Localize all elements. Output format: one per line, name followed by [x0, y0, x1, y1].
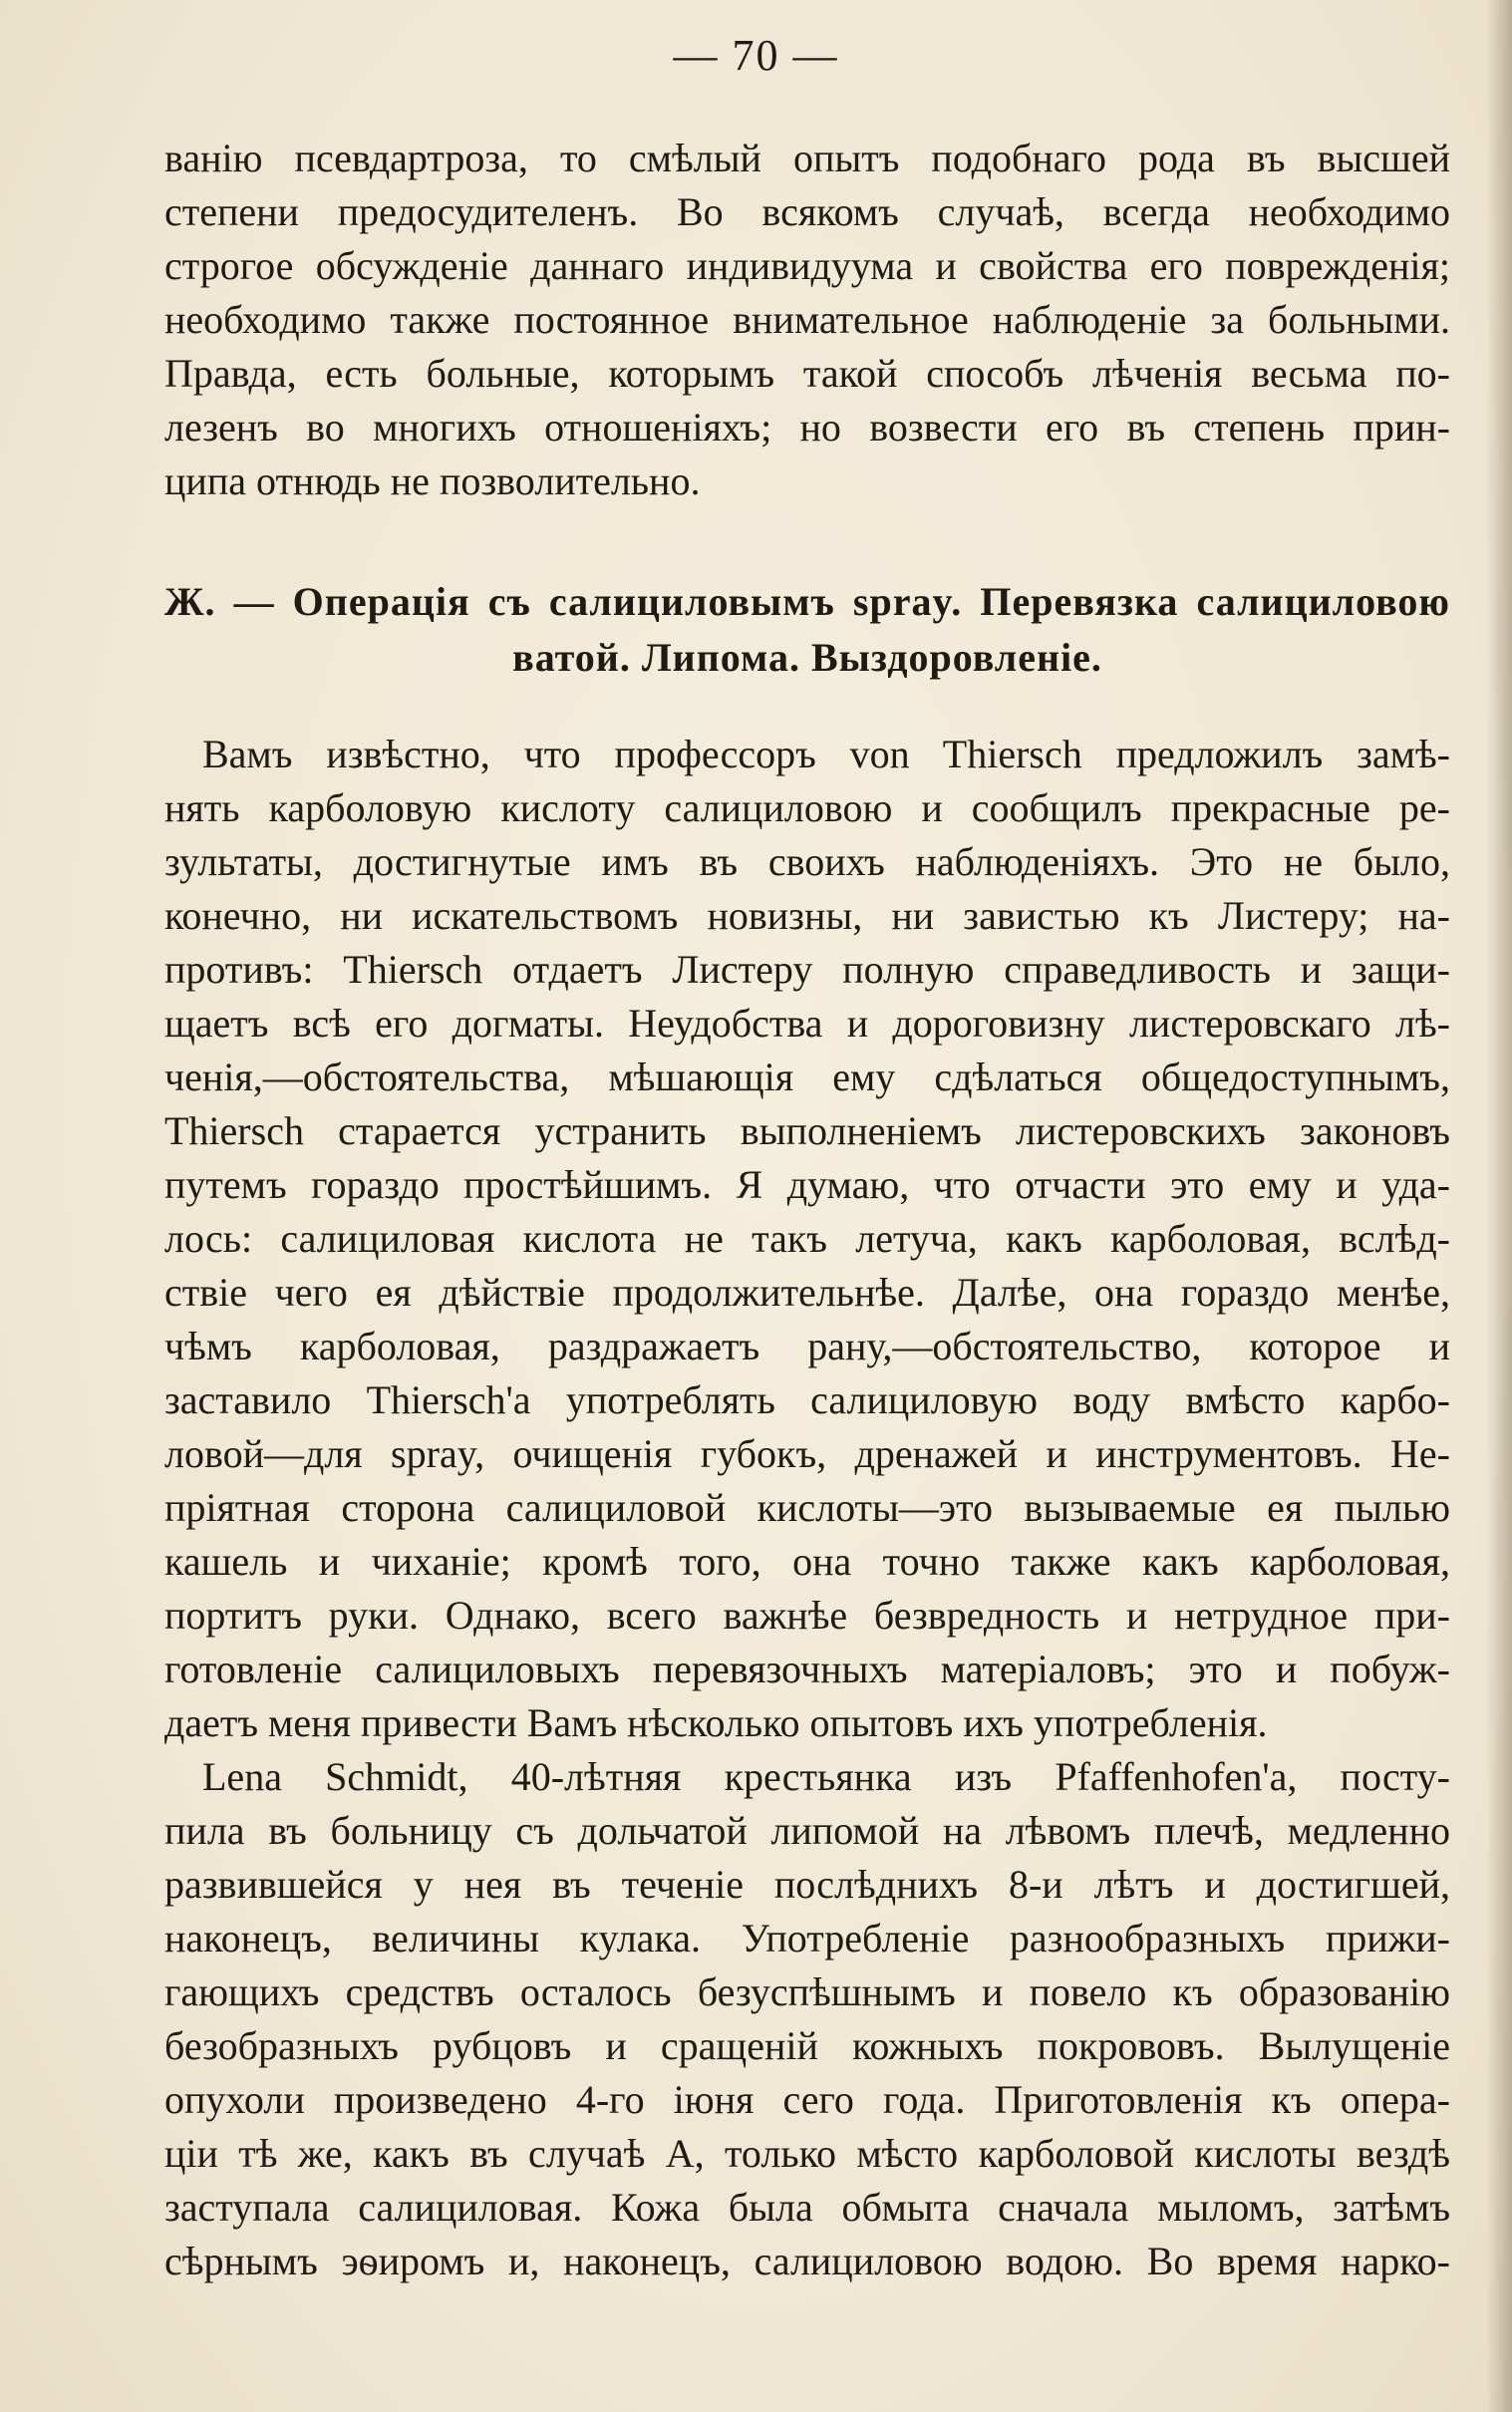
text-line: противъ: Thiersch отдаетъ Листеру полную справедливость и защи-	[164, 947, 1450, 992]
text-line: наконецъ, величины кулака. Употребленіе разнообразныхъ прижи-	[164, 1916, 1450, 1960]
text-line: пріятная сторона салициловой кислоты—это вызываемые ея пылью	[164, 1485, 1450, 1530]
page-number: — 70 —	[673, 31, 839, 80]
section-heading	[164, 574, 1450, 686]
text-line: Lena Schmidt, 40-лѣтняя крестьянка изъ Pfaffenhofen'а, посту-	[202, 1754, 1450, 1799]
heading-line: Ж. — Операція съ салициловымъ spray. Перевязка салициловою	[164, 579, 1450, 624]
text-line: заставило Thiersch'а употреблять салициловую воду вмѣсто карбо-	[164, 1377, 1450, 1422]
text-line: Вамъ извѣстно, что профессоръ von Thiersch предложилъ замѣ-	[202, 732, 1450, 776]
text-line: сѣрнымъ эѳиромъ и, наконецъ, салициловою водою. Во время нарко-	[164, 2239, 1450, 2283]
text-line: ствіе чего ея дѣйствіе продолжительнѣе. Далѣе, она гораздо менѣе,	[164, 1270, 1450, 1315]
text-line: Правда, есть больные, которымъ такой способъ лѣченія весьма по-	[164, 351, 1450, 396]
text-line: гающихъ средствъ осталось безуспѣшнымъ и повело къ образованію	[164, 1969, 1450, 2014]
text-line: даетъ меня привести Вамъ нѣсколько опытовъ ихъ употребленія.	[164, 1700, 1268, 1745]
text-line: заступала салициловая. Кожа была обмыта сначала мыломъ, затѣмъ	[164, 2185, 1450, 2230]
text-line: ченія,—обстоятельства, мѣшающія ему сдѣлаться общедоступнымъ,	[164, 1055, 1450, 1099]
text-line: ципа отнюдь не позволительно.	[164, 458, 701, 503]
text-line: строгое обсужденіе даннаго индивидуума и свойства его поврежденія;	[164, 243, 1450, 288]
text-line: лезенъ во многихъ отношеніяхъ; но возвести его въ степень прин-	[164, 405, 1450, 450]
text-line: степени предосудителенъ. Во всякомъ случаѣ, всегда необходимо	[164, 189, 1450, 234]
text-line: щаетъ всѣ его догматы. Неудобства и дороговизну листеровскаго лѣ-	[164, 1001, 1450, 1046]
paragraph-continuation	[164, 132, 1450, 508]
text-line: Thiersch старается устранить выполненіемъ листеровскихъ законовъ	[164, 1108, 1450, 1153]
text-line: безобразныхъ рубцовъ и сращеній кожныхъ покрововъ. Вылущеніе	[164, 2023, 1450, 2068]
text-line: кашель и чиханіе; кромѣ того, она точно также какъ карболовая,	[164, 1539, 1450, 1584]
text-line: конечно, ни искательствомъ новизны, ни завистью къ Листеру; на-	[164, 893, 1450, 938]
text-line: опухоли произведено 4-го іюня сего года. Приготовленія къ опера-	[164, 2077, 1450, 2122]
text-line: пила въ больницу съ дольчатой липомой на лѣвомъ плечѣ, медленно	[164, 1808, 1450, 1853]
text-line: путемъ гораздо простѣйшимъ. Я думаю, что отчасти это ему и уда-	[164, 1162, 1450, 1207]
text-line: ціи тѣ же, какъ въ случаѣ А, только мѣсто карболовой кислоты вездѣ	[164, 2131, 1450, 2176]
heading-line: ватой. Липома. Выздоровленіе.	[512, 635, 1102, 680]
text-line: ванію псевдартроза, то смѣлый опытъ подобнаго рода въ высшей	[164, 136, 1450, 180]
text-line: готовленіе салициловыхъ перевязочныхъ матеріаловъ; это и побуж-	[164, 1647, 1450, 1691]
text-line: чѣмъ карболовая, раздражаетъ рану,—обстоятельство, которое и	[164, 1324, 1450, 1368]
text-line: лось: салициловая кислота не такъ летуча, какъ карболовая, вслѣд-	[164, 1216, 1450, 1261]
page-edge-shadow	[1486, 0, 1512, 2412]
text-line: нять карболовую кислоту салициловою и сообщилъ прекрасные ре-	[164, 785, 1450, 830]
text-line: ловой—для spray, очищенія губокъ, дренажей и инструментовъ. Не-	[164, 1431, 1450, 1476]
text-line: необходимо также постоянное внимательное наблюденіе за больными.	[164, 297, 1450, 342]
text-line: портитъ руки. Однако, всего важнѣе безвредность и нетрудное при-	[164, 1593, 1450, 1638]
text-line: зультаты, достигнутые имъ въ своихъ наблюденіяхъ. Это не было,	[164, 839, 1450, 884]
paragraph-thiersch	[164, 728, 1450, 1750]
text-line: развившейся у нея въ теченіе послѣднихъ 8-и лѣтъ и достигшей,	[164, 1862, 1450, 1907]
paragraph-case-report	[164, 1750, 1450, 2288]
